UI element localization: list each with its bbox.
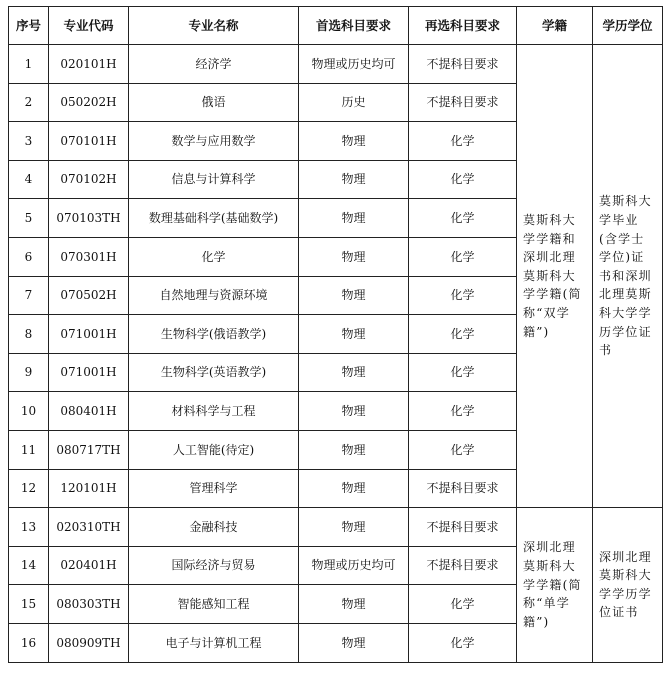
cell-first-subject: 物理 (299, 276, 409, 315)
cell-first-subject: 物理 (299, 122, 409, 161)
cell-first-subject: 物理 (299, 469, 409, 508)
cell-second-subject: 化学 (409, 623, 517, 662)
cell-name: 经济学 (129, 45, 299, 84)
cell-name: 自然地理与资源环境 (129, 276, 299, 315)
cell-second-subject: 化学 (409, 430, 517, 469)
cell-index: 15 (9, 585, 49, 624)
cell-name: 电子与计算机工程 (129, 623, 299, 662)
cell-code: 070502H (49, 276, 129, 315)
cell-second-subject: 化学 (409, 160, 517, 199)
cell-index: 4 (9, 160, 49, 199)
cell-second-subject: 化学 (409, 199, 517, 238)
cell-index: 8 (9, 315, 49, 354)
cell-first-subject: 物理或历史均可 (299, 45, 409, 84)
cell-degree: 莫斯科大学毕业(含学士学位)证书和深圳北理莫斯科大学学历学位证书 (593, 45, 663, 508)
cell-first-subject: 物理 (299, 237, 409, 276)
cell-second-subject: 不提科目要求 (409, 546, 517, 585)
cell-index: 7 (9, 276, 49, 315)
header-degree: 学历学位 (593, 7, 663, 45)
cell-first-subject: 物理或历史均可 (299, 546, 409, 585)
cell-second-subject: 不提科目要求 (409, 45, 517, 84)
cell-code: 020401H (49, 546, 129, 585)
cell-name: 信息与计算科学 (129, 160, 299, 199)
cell-second-subject: 化学 (409, 585, 517, 624)
cell-code: 020310TH (49, 508, 129, 547)
table-header-row (9, 7, 663, 45)
cell-index: 13 (9, 508, 49, 547)
cell-name: 数理基础科学(基础数学) (129, 199, 299, 238)
cell-second-subject: 化学 (409, 392, 517, 431)
cell-second-subject: 不提科目要求 (409, 83, 517, 122)
cell-code: 080303TH (49, 585, 129, 624)
cell-first-subject: 物理 (299, 392, 409, 431)
cell-first-subject: 历史 (299, 83, 409, 122)
cell-code: 080401H (49, 392, 129, 431)
cell-code: 071001H (49, 353, 129, 392)
cell-second-subject: 化学 (409, 237, 517, 276)
cell-index: 5 (9, 199, 49, 238)
cell-name: 智能感知工程 (129, 585, 299, 624)
cell-name: 材料科学与工程 (129, 392, 299, 431)
cell-index: 10 (9, 392, 49, 431)
cell-first-subject: 物理 (299, 430, 409, 469)
cell-code: 070301H (49, 237, 129, 276)
cell-name: 生物科学(俄语教学) (129, 315, 299, 354)
cell-index: 11 (9, 430, 49, 469)
cell-index: 16 (9, 623, 49, 662)
cell-code: 080717TH (49, 430, 129, 469)
cell-code: 070101H (49, 122, 129, 161)
cell-index: 3 (9, 122, 49, 161)
cell-first-subject: 物理 (299, 508, 409, 547)
cell-name: 管理科学 (129, 469, 299, 508)
table-row (9, 508, 663, 547)
cell-first-subject: 物理 (299, 160, 409, 199)
cell-index: 9 (9, 353, 49, 392)
cell-name: 金融科技 (129, 508, 299, 547)
cell-name: 数学与应用数学 (129, 122, 299, 161)
cell-code: 120101H (49, 469, 129, 508)
cell-first-subject: 物理 (299, 623, 409, 662)
header-index: 序号 (9, 7, 49, 45)
cell-second-subject: 化学 (409, 315, 517, 354)
cell-second-subject: 化学 (409, 353, 517, 392)
header-name: 专业名称 (129, 7, 299, 45)
admission-table-container (8, 6, 662, 663)
cell-index: 6 (9, 237, 49, 276)
cell-code: 070102H (49, 160, 129, 199)
cell-name: 化学 (129, 237, 299, 276)
cell-code: 050202H (49, 83, 129, 122)
cell-name: 国际经济与贸易 (129, 546, 299, 585)
cell-second-subject: 不提科目要求 (409, 508, 517, 547)
cell-index: 1 (9, 45, 49, 84)
cell-first-subject: 物理 (299, 199, 409, 238)
cell-degree: 深圳北理莫斯科大学学历学位证书 (593, 508, 663, 662)
cell-enrollment: 莫斯科大学学籍和深圳北理莫斯科大学学籍(简称“双学籍”) (517, 45, 593, 508)
cell-code: 080909TH (49, 623, 129, 662)
header-enrollment: 学籍 (517, 7, 593, 45)
cell-index: 14 (9, 546, 49, 585)
table-row (9, 45, 663, 84)
cell-code: 071001H (49, 315, 129, 354)
cell-name: 俄语 (129, 83, 299, 122)
cell-second-subject: 化学 (409, 276, 517, 315)
cell-name: 人工智能(待定) (129, 430, 299, 469)
cell-enrollment: 深圳北理莫斯科大学学籍(简称“单学籍”) (517, 508, 593, 662)
cell-first-subject: 物理 (299, 585, 409, 624)
major-requirements-table (8, 6, 663, 663)
cell-second-subject: 化学 (409, 122, 517, 161)
cell-index: 12 (9, 469, 49, 508)
header-first-subject: 首选科目要求 (299, 7, 409, 45)
header-second-subject: 再选科目要求 (409, 7, 517, 45)
cell-second-subject: 不提科目要求 (409, 469, 517, 508)
cell-code: 020101H (49, 45, 129, 84)
header-code: 专业代码 (49, 7, 129, 45)
cell-first-subject: 物理 (299, 315, 409, 354)
cell-name: 生物科学(英语教学) (129, 353, 299, 392)
cell-code: 070103TH (49, 199, 129, 238)
cell-index: 2 (9, 83, 49, 122)
cell-first-subject: 物理 (299, 353, 409, 392)
